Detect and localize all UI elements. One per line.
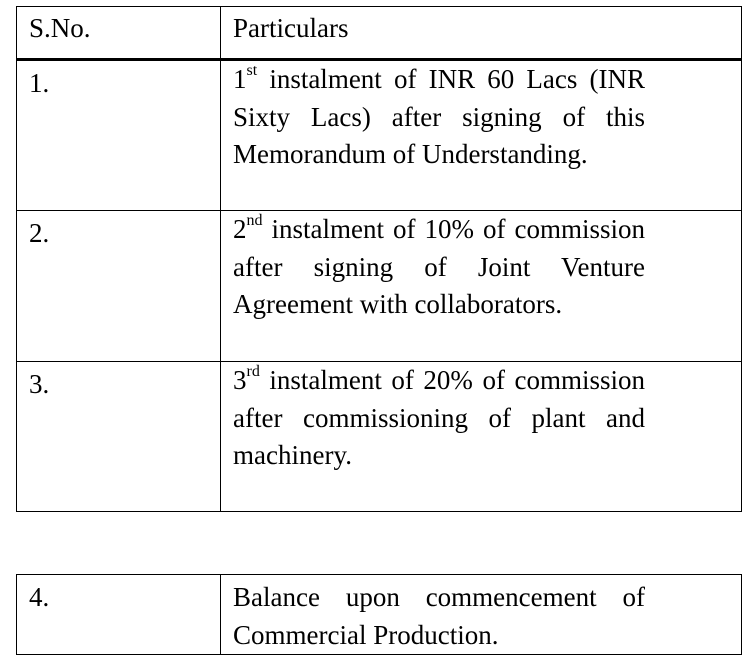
instalments-table [16,6,742,512]
ordinal-suffix: st [246,62,258,79]
row-number: 1. [17,60,221,211]
row-particulars: Balance upon commencement of Commercial Production. [221,575,742,655]
particulars-text-start: instalment of 20% of [259,365,505,395]
table-row [17,60,742,211]
ordinal-suffix: nd [246,212,263,229]
ordinal-number: 3 [233,365,247,395]
ordinal-number: 2 [233,214,247,244]
ordinal-number: 1 [233,64,247,94]
particulars-text-rest: (INR Sixty Lacs) after signing of this Memorandum of Understanding. [233,64,645,169]
row-number: 3. [17,362,221,512]
row-number: 2. [17,211,221,362]
table-row [17,211,742,362]
header-row [17,7,742,60]
row-number: 4. [17,575,221,655]
table-row [17,575,742,655]
particulars-text-start: instalment of 10% of [262,214,506,244]
particulars-text-rest: commission after signing of Joint Venture Agreement with collaborators. [233,214,645,319]
particulars-text-rest: commission after commissioning of plant and machinery. [233,365,645,470]
particulars-text-start: instalment of INR 60 Lacs [257,64,578,94]
ordinal-suffix: rd [246,363,260,380]
row-particulars [221,60,742,211]
particulars-header: Particulars [221,7,742,60]
row-particulars [221,211,742,362]
row-particulars [221,362,742,512]
balance-table [16,574,742,655]
sno-header: S.No. [17,7,221,60]
table-row [17,362,742,512]
